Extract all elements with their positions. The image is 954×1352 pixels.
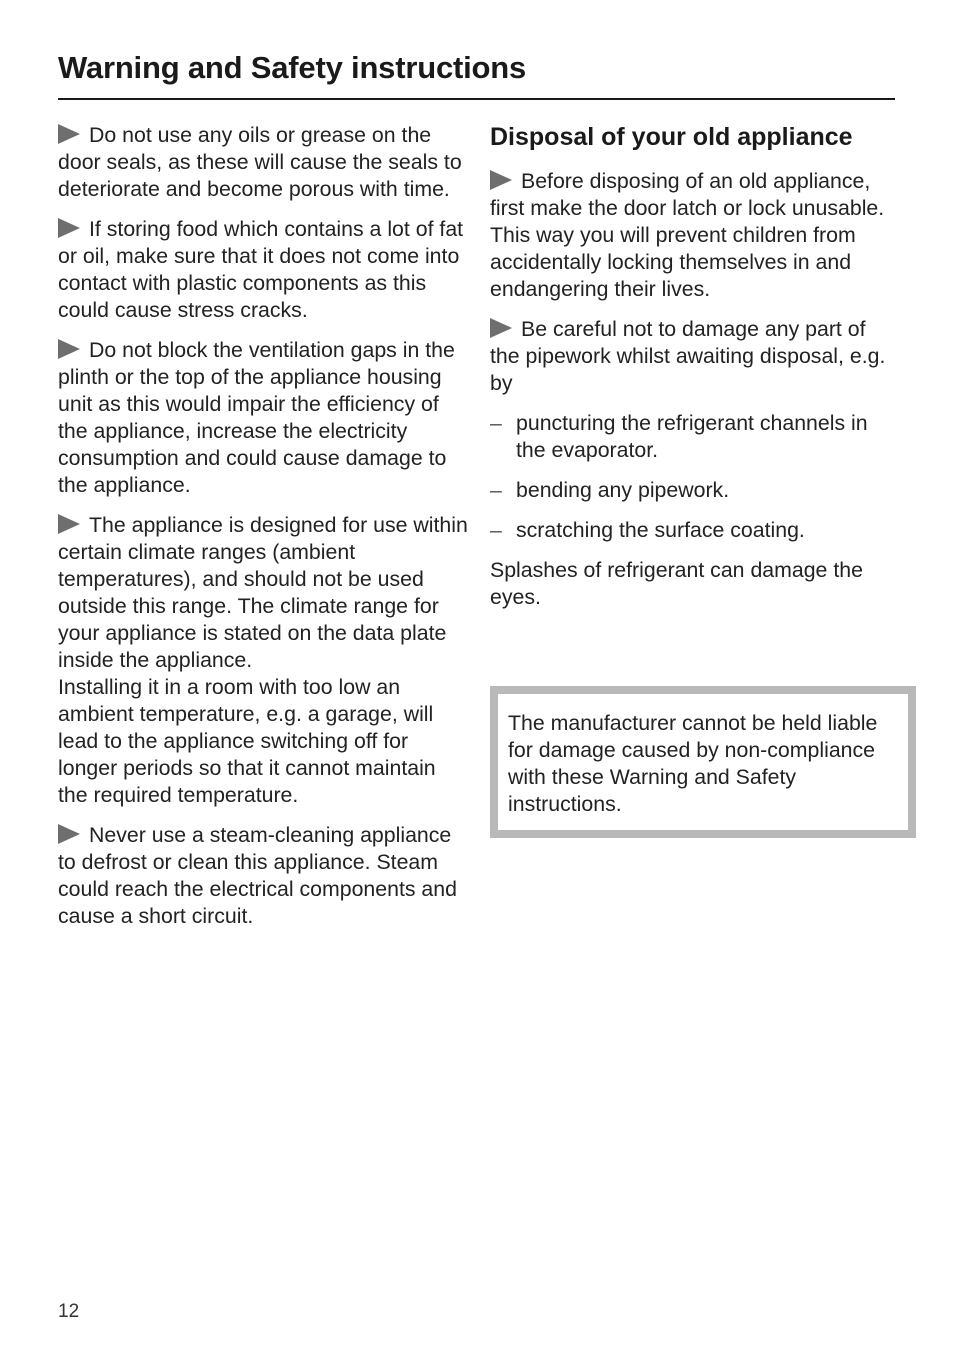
disposal-item [490, 168, 898, 303]
disposal-item [490, 316, 898, 397]
liability-notice-box [490, 686, 916, 838]
arrow-bullet-icon [58, 824, 80, 844]
warning-item-text: Never use a steam-cleaning appliance to defrost or clean this appliance. Steam could reach the electrical components and cause a short circuit. [58, 823, 457, 928]
dash-list-text: bending any pipework. [516, 478, 730, 502]
dash-bullet-icon: – [490, 478, 502, 502]
page-number: 12 [58, 1301, 80, 1322]
dash-list-item [490, 410, 898, 464]
arrow-bullet-icon [58, 339, 80, 359]
dash-list-text: scratching the surface coating. [516, 518, 805, 542]
closing-note: Splashes of refrigerant can damage the eyes. [490, 558, 863, 609]
arrow-bullet-icon [58, 124, 80, 144]
liability-notice-text: The manufacturer cannot be held liable for damage caused by non-compliance with these Warning and Safety instructions. [508, 711, 878, 816]
warning-item [58, 822, 468, 930]
arrow-bullet-icon [58, 218, 80, 238]
warning-item [58, 122, 468, 203]
title-divider [58, 98, 895, 100]
arrow-bullet-icon [490, 318, 512, 338]
warning-item-text: Do not block the ventilation gaps in the plinth or the top of the appliance housing unit as this would impair the efficiency of the appliance, increase the electricity consumption and could cause damage to the appliance. [58, 338, 455, 497]
dash-list-item [490, 477, 898, 504]
warning-item [58, 337, 468, 499]
warning-item [58, 512, 468, 809]
warning-item-continuation: Installing it in a room with too low an ambient temperature, e.g. a garage, will lead to the appliance switching off for longer periods so that it cannot maintain the required temperature. [58, 675, 436, 807]
dash-list-item [490, 517, 898, 544]
warning-item-text: Do not use any oils or grease on the door seals, as these will cause the seals to deteriorate and become porous with time. [58, 123, 462, 201]
disposal-item-continuation: This way you will prevent children from accidentally locking themselves in and endangering their lives. [490, 223, 856, 301]
arrow-bullet-icon [58, 514, 80, 534]
warning-item-text: The appliance is designed for use within certain climate ranges (ambient temperatures), and should not be used outside this range. The climate range for your appliance is stated on the data plate inside the appliance. [58, 513, 468, 672]
arrow-bullet-icon [490, 170, 512, 190]
dash-list-text: puncturing the refrigerant channels in the evaporator. [516, 411, 868, 462]
page-title: Warning and Safety instructions [58, 50, 527, 85]
warning-item [58, 216, 468, 324]
warning-item-text: If storing food which contains a lot of fat or oil, make sure that it does not come into contact with plastic components as this could cause stress cracks. [58, 217, 464, 322]
disposal-item-text: Be careful not to damage any part of the pipework whilst awaiting disposal, e.g. by [490, 317, 886, 395]
left-column [58, 122, 468, 943]
dash-bullet-icon: – [490, 518, 502, 542]
right-column [490, 122, 898, 624]
dash-bullet-icon: – [490, 411, 502, 435]
section-title: Disposal of your old appliance [490, 123, 853, 151]
disposal-item-text: Before disposing of an old appliance, first make the door latch or lock unusable. [490, 169, 885, 220]
